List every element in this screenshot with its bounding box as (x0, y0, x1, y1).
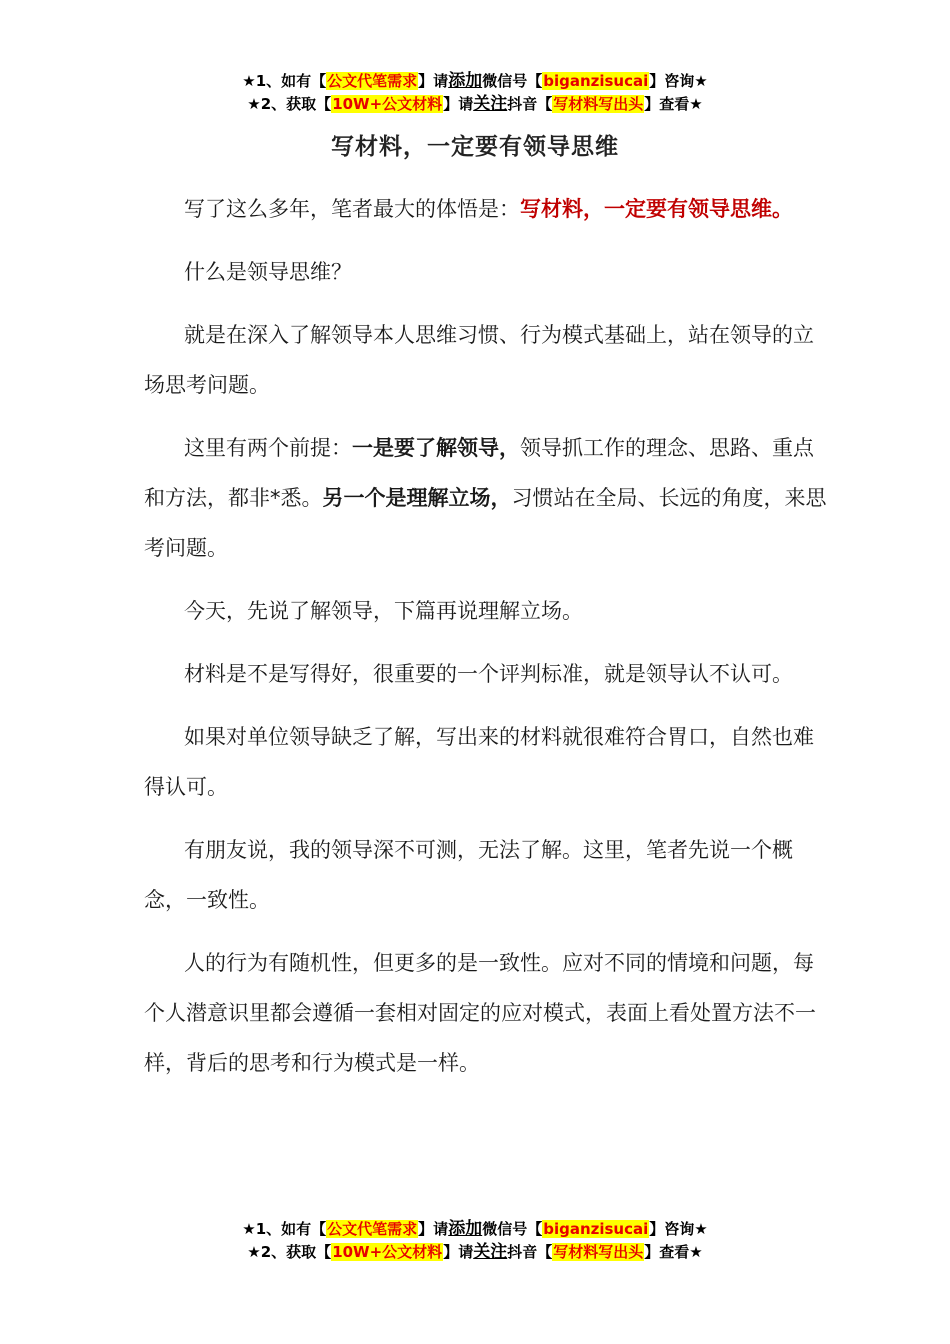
top-banner (0, 70, 950, 116)
paragraph: 有朋友说，我的领导深不可测，无法了解。这里，笔者先说一个概念，一致性。 (144, 838, 793, 912)
banner-text: 微信号【 (482, 72, 543, 90)
emphasis-text: 写材料，一定要有领导思维。 (520, 197, 793, 221)
underlined-text: 添加 (448, 1219, 483, 1239)
paragraph: 就是在深入了解领导本人思维习惯、行为模式基础上，站在领导的立场思考问题。 (144, 323, 814, 397)
paragraph-text: 写了这么多年，笔者最大的体悟是： (184, 197, 520, 221)
banner-text: ★2、获取【 (247, 1243, 332, 1261)
banner-line-2 (0, 93, 950, 116)
bold-text: 一是要了解领导， (352, 436, 520, 460)
douyin-id: 写材料写出头 (553, 95, 644, 113)
banner-text: 】咨询★ (649, 1220, 708, 1238)
paragraph: 如果对单位领导缺乏了解，写出来的材料就很难符合胃口，自然也难得认可。 (144, 725, 814, 799)
banner-text: 】请 (418, 1220, 449, 1238)
highlight-text: 公文代笔需求 (327, 1220, 418, 1238)
banner-text: 】请 (418, 72, 449, 90)
banner-text: 抖音【 (507, 1243, 553, 1261)
banner-text: ★2、获取【 (247, 95, 332, 113)
paragraph (144, 184, 820, 234)
banner-text: ★1、如有【 (242, 72, 327, 90)
banner-text: 】请 (443, 1243, 474, 1261)
wechat-id: biganzisucai (543, 72, 649, 90)
banner-text: 】查看★ (644, 95, 703, 113)
banner-text: 】咨询★ (649, 72, 708, 90)
bold-text: 另一个是理解立场， (322, 486, 512, 510)
highlight-text: 公文代笔需求 (327, 72, 418, 90)
banner-line-1 (0, 1218, 950, 1241)
highlight-text: 10W+公文材料 (332, 1243, 443, 1261)
highlight-text: 10W+公文材料 (332, 95, 443, 113)
underlined-text: 关注 (473, 1242, 508, 1262)
banner-text: 抖音【 (507, 95, 553, 113)
underlined-text: 添加 (448, 71, 483, 91)
paragraph: 人的行为有随机性，但更多的是一致性。应对不同的情境和问题，每个人潜意识里都会遵循一套相对固定的应对模式，表面上看处置方法不一样，背后的思考和行为模式是一样。 (144, 951, 816, 1075)
banner-line-2 (0, 1241, 950, 1264)
banner-text: ★1、如有【 (242, 1220, 327, 1238)
paragraph: 什么是领导思维？ (184, 260, 352, 284)
douyin-id: 写材料写出头 (553, 1243, 644, 1261)
wechat-id: biganzisucai (543, 1220, 649, 1238)
underlined-text: 关注 (473, 94, 508, 114)
paragraph-text: 领导抓工作的理念、思路、重点和方法，都非*悉。 (144, 436, 814, 510)
banner-line-1 (0, 70, 950, 93)
page-title: 写材料，一定要有领导思维 (331, 134, 619, 160)
banner-text: 微信号【 (482, 1220, 543, 1238)
paragraph-text: 这里有两个前提： (184, 436, 352, 460)
paragraph-text: 习惯站在全局、长远的角度，来思考问题。 (144, 486, 827, 560)
paragraph (144, 423, 834, 573)
article-body (144, 184, 827, 1101)
paragraph: 材料是不是写得好，很重要的一个评判标准，就是领导认不认可。 (184, 662, 793, 686)
paragraph: 今天，先说了解领导，下篇再说理解立场。 (184, 599, 583, 623)
bottom-banner (0, 1218, 950, 1264)
banner-text: 】查看★ (644, 1243, 703, 1261)
banner-text: 】请 (443, 95, 474, 113)
